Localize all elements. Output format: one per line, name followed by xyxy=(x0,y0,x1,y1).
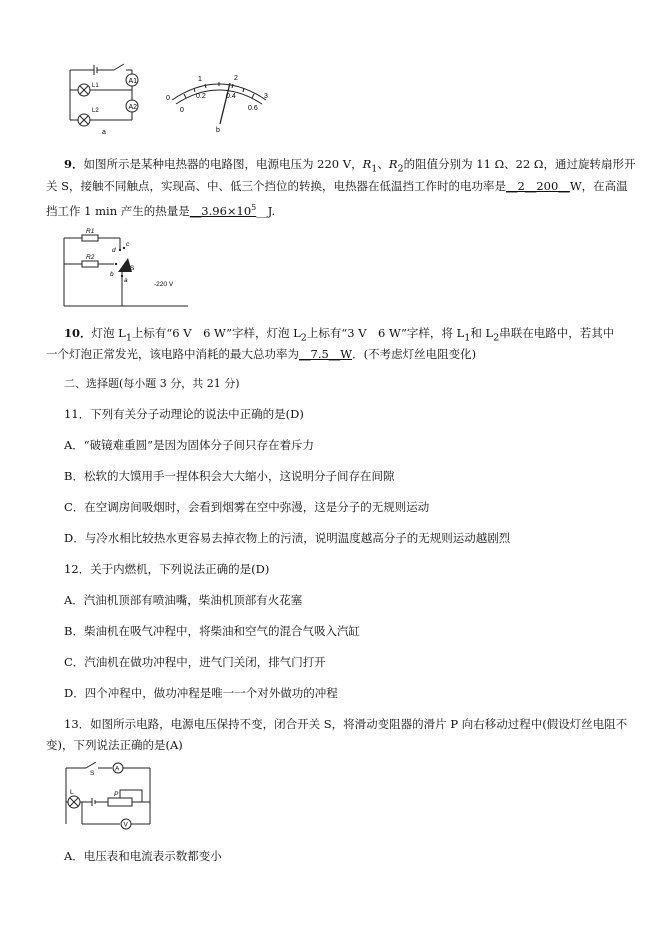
supply-voltage-label: -220 V xyxy=(154,281,174,288)
r2-subscript: 2 xyxy=(397,163,404,175)
q12-stem: 12．关于内燃机，下列说法正确的是(D) xyxy=(64,562,270,576)
r1-symbol: R xyxy=(362,157,372,171)
dial-bottom-tick-0: 0 xyxy=(180,107,184,114)
lamp-l2-label: L2 xyxy=(92,108,99,114)
figure-a-caption: a xyxy=(102,129,106,136)
q12-option-d: D．四个冲程中，做功冲程是唯一一个对外做功的冲程 xyxy=(64,686,338,700)
contact-b-label: b xyxy=(110,271,114,278)
q13-stem-line-2: 变)，下列说法正确的是(A) xyxy=(46,738,183,752)
q10-line-2 xyxy=(46,346,476,362)
q10-text-2b: ．(不考虑灯丝电阻变化) xyxy=(352,347,477,361)
figure-b-caption: b xyxy=(216,127,220,134)
q10-number: 10． xyxy=(64,326,92,340)
q11-option-d: D．与冷水相比较热水更容易去掉衣物上的污渍，说明温度越高分子的无规则运动越剧烈 xyxy=(64,531,511,545)
meter-dial-b xyxy=(164,68,274,134)
section-2-title: 二、选择题(每小题 3 分，共 21 分) xyxy=(64,377,240,390)
q11-option-c: C．在空调房间吸烟时，会看到烟雾在空中弥漫，这是分子的无规则运动 xyxy=(64,500,430,514)
dial-top-tick-2: 2 xyxy=(234,75,238,82)
q12-option-c: C．汽油机在做功冲程中，进气门关闭，排气门打开 xyxy=(64,655,326,669)
r1-label: R1 xyxy=(86,228,95,235)
dial-bottom-tick-1: 0.2 xyxy=(196,93,206,100)
q9-text-2a: 关 S，接触不同触点，实现高、中、低三个挡位的转换，电热器在低温挡工作时的电功率是 xyxy=(46,179,507,193)
q9-line-3 xyxy=(46,200,275,219)
q9-answer-2 xyxy=(190,204,256,218)
dial-bottom-tick-3: 0.6 xyxy=(248,105,258,112)
r2-label: R2 xyxy=(86,254,95,261)
dial-top-tick-3: 3 xyxy=(264,93,268,100)
q12-option-a: A．汽油机顶部有喷油嘴，柴油机顶部有火花塞 xyxy=(64,593,303,607)
dial-top-tick-0: 0 xyxy=(166,95,170,102)
circuit-diagram-a xyxy=(64,60,150,136)
q10-sub-1: 1 xyxy=(125,332,132,344)
q11-stem: 11．下列有关分子动理论的说法中正确的是(D) xyxy=(64,407,304,421)
q10-text-1d: 和 L xyxy=(470,326,494,340)
q12-option-b: B．柴油机在吸气冲程中，将柴油和空气的混合气吸入汽缸 xyxy=(64,624,360,638)
ammeter-a2-label: A2 xyxy=(128,104,138,111)
q9-answer-2-exponent: 5 xyxy=(251,203,257,212)
ammeter-label: A xyxy=(115,765,120,773)
q10-line-1 xyxy=(64,325,614,346)
switch-s-label: S xyxy=(90,770,95,777)
q10-text-1a: 灯泡 L xyxy=(91,326,126,340)
q10-text-2a: 一个灯泡正常发光，该电路中消耗的最大总功率为 xyxy=(46,347,299,361)
voltmeter-label: V xyxy=(123,821,128,829)
rheostat-circuit-diagram xyxy=(62,762,158,834)
lamp-l-label: L xyxy=(70,789,74,796)
q9-line-1 xyxy=(64,156,635,177)
slider-p-label: P xyxy=(114,791,119,798)
lamp-l1-label: L1 xyxy=(92,83,99,89)
ammeter-a1-label: A1 xyxy=(128,78,138,85)
contact-a-label: a xyxy=(124,277,128,284)
q9-number: 9． xyxy=(64,157,84,171)
q10-text-1b: 上标有“6 V 6 W”字样，灯泡 L xyxy=(131,326,301,340)
dial-top-tick-1: 1 xyxy=(198,76,202,83)
switch-s-label: S xyxy=(130,265,135,272)
r2-symbol: R xyxy=(388,157,398,171)
heater-circuit-diagram xyxy=(62,228,192,310)
q9-text-3b: __J. xyxy=(256,203,276,218)
r1-subscript: 1 xyxy=(371,163,378,175)
q13-option-a: A．电压表和电流表示数都变小 xyxy=(64,849,222,863)
q9-text-3a: 挡工作 1 min 产生的热量是 xyxy=(46,203,190,218)
contact-d-label: d xyxy=(112,247,116,254)
q9-text-1g: 的阻值分别为 11 Ω、22 Ω，通过旋转扇形开 xyxy=(403,157,636,171)
q13-stem-line-1: 13．如图所示电路，电源电压保持不变，闭合开关 S，将滑动变阻器的滑片 P 向右移动过程中(假设灯丝电阻不 xyxy=(64,717,628,731)
q10-sub-3: 1 xyxy=(464,332,471,344)
q9-text-2b: W，在高温 xyxy=(569,179,628,193)
q10-text-1e: 串联在电路中，若其中 xyxy=(499,326,615,340)
q9-text-1d: 、 xyxy=(377,157,389,171)
q10-sub-4: 2 xyxy=(493,332,500,344)
q10-answer: __7.5__W xyxy=(299,347,353,361)
q11-option-a: A．“破镜难重圆”是因为固体分子间只存在着斥力 xyxy=(64,438,315,452)
q10-text-1c: 上标有“3 V 6 W”字样，将 L xyxy=(306,326,465,340)
q9-line-2 xyxy=(46,178,628,194)
q10-sub-2: 2 xyxy=(300,332,307,344)
q9-answer-1: __2__200__ xyxy=(506,179,570,193)
dial-bottom-tick-2: 0.4 xyxy=(226,93,236,100)
contact-c-label: c xyxy=(126,241,130,248)
q9-answer-2-base: __3.96×10 xyxy=(189,203,252,218)
q9-text-1a: 如图所示是某种电热器的电路图，电源电压为 220 V， xyxy=(83,157,363,171)
q11-option-b: B．松软的大馍用手一捏体积会大大缩小，这说明分子间存在间隙 xyxy=(64,469,395,483)
